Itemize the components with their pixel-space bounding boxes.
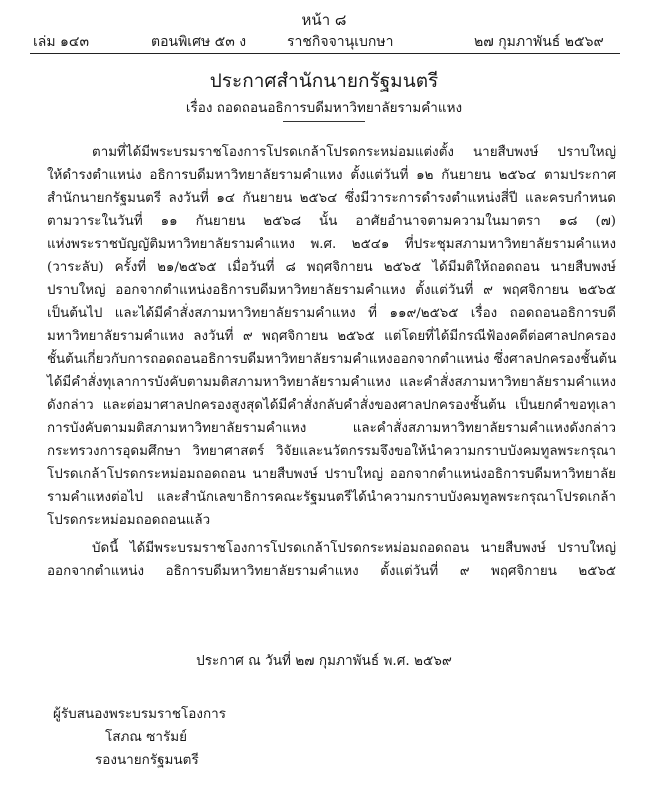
body-line: ได้มีคำสั่งทุเลาการบังคับตามมติสภามหาวิทยาลัยรามคำแหง และคำสั่งสภามหาวิทยาลัยรามคำแหง [47, 375, 616, 390]
body-line: ตามวาระในวันที่ ๑๑ กันยายน ๒๕๖๘ นั้น อาศัยอำนาจตามความในมาตรา ๑๘ (๗) [47, 214, 616, 229]
page-number: หน้า ๘ [301, 11, 347, 29]
document-subject: เรื่อง ถอดถอนอธิการบดีมหาวิทยาลัยรามคำแหง [185, 100, 463, 116]
body-line: การบังคับตามมติสภามหาวิทยาลัยรามคำแหง และคำสั่งสภามหาวิทยาลัยรามคำแหงดังกล่าว [47, 421, 616, 436]
body-line: ดังกล่าว และต่อมาศาลปกครองสูงสุดได้มีคำสั่งกลับคำสั่งของศาลปกครองชั้นต้น เป็นยกคำขอทุเลา [47, 398, 616, 413]
header-gazette-name: ราชกิจจานุเบกษา [287, 34, 394, 50]
body-line: ชั้นต้นเกี่ยวกับการถอดถอนอธิการบดีมหาวิทยาลัยรามคำแหงออกจากตำแหน่ง ซึ่งศาลปกครองชั้นต้น [47, 352, 617, 367]
signatory-position: รองนายกรัฐมนตรี [95, 752, 199, 768]
body-line: รามคำแหงต่อไป และสำนักเลขาธิการคณะรัฐมนตรีได้นำความกราบบังคมทูลพระกรุณาโปรดเกล้า [47, 490, 616, 505]
header-divider [30, 53, 620, 54]
announcement-date: ประกาศ ณ วันที่ ๒๗ กุมภาพันธ์ พ.ศ. ๒๕๖๙ [196, 653, 452, 669]
document-title: ประกาศสำนักนายกรัฐมนตรี [209, 70, 439, 92]
closing-line: ออกจากตำแหน่ง อธิการบดีมหาวิทยาลัยรามคำแหง ตั้งแต่วันที่ ๙ พฤศจิกายน ๒๕๖๕ [47, 564, 616, 579]
header-date: ๒๗ กุมภาพันธ์ ๒๕๖๙ [474, 34, 604, 50]
body-line: กระทรวงการอุดมศึกษา วิทยาศาสตร์ วิจัยและนวัตกรรมจึงขอให้นำความกราบบังคมทูลพระกรุณา [47, 444, 616, 459]
closing-line: บัดนี้ ได้มีพระบรมราชโองการโปรดเกล้าโปรดกระหม่อมถอดถอน นายสืบพงษ์ ปราบใหญ่ [92, 541, 616, 556]
body-line: แห่งพระราชบัญญัติมหาวิทยาลัยรามคำแหง พ.ศ. ๒๕๔๑ ที่ประชุมสภามหาวิทยาลัยรามคำแหง [47, 237, 616, 252]
body-line: เป็นต้นไป และได้มีคำสั่งสภามหาวิทยาลัยรามคำแหง ที่ ๑๑๙/๒๕๖๕ เรื่อง ถอดถอนอธิการบดี [47, 306, 616, 321]
signatory-name: โสภณ ซารัมย์ [105, 729, 188, 745]
body-line: สำนักนายกรัฐมนตรี ลงวันที่ ๑๔ กันยายน ๒๕๖๔ ซึ่งมีวาระการดำรงตำแหน่งสี่ปี และครบกำหนด [47, 191, 616, 206]
body-line: โปรดกระหม่อมถอดถอนแล้ว [47, 513, 211, 528]
body-line: ให้ดำรงตำแหน่ง อธิการบดีมหาวิทยาลัยรามคำแหง ตั้งแต่วันที่ ๑๒ กันยายน ๒๕๖๔ ตามประกาศ [47, 168, 616, 183]
body-line: ปราบใหญ่ ออกจากตำแหน่งอธิการบดีมหาวิทยาลัยรามคำแหง ตั้งแต่วันที่ ๙ พฤศจิกายน ๒๕๖๕ [47, 283, 616, 298]
body-line: มหาวิทยาลัยรามคำแหง ลงวันที่ ๙ พฤศจิกายน ๒๕๖๕ แต่โดยที่ได้มีกรณีฟ้องคดีต่อศาลปกครอง [47, 329, 616, 344]
countersign-label: ผู้รับสนองพระบรมราชโองการ [53, 706, 226, 722]
title-divider [283, 121, 365, 122]
body-line: (วาระลับ) ครั้งที่ ๒๑/๒๕๖๕ เมื่อวันที่ ๘ พฤศจิกายน ๒๕๖๕ ได้มีมติให้ถอดถอน นายสืบพงษ์ [47, 260, 616, 275]
header-issue: ตอนพิเศษ ๕๓ ง [151, 34, 247, 50]
header-volume: เล่ม ๑๔๓ [33, 34, 90, 50]
body-line: ตามที่ได้มีพระบรมราชโองการโปรดเกล้าโปรดกระหม่อมแต่งตั้ง นายสืบพงษ์ ปราบใหญ่ [92, 145, 616, 160]
body-line: โปรดเกล้าโปรดกระหม่อมถอดถอน นายสืบพงษ์ ปราบใหญ่ ออกจากตำแหน่งอธิการบดีมหาวิทยาลัย [47, 467, 616, 482]
